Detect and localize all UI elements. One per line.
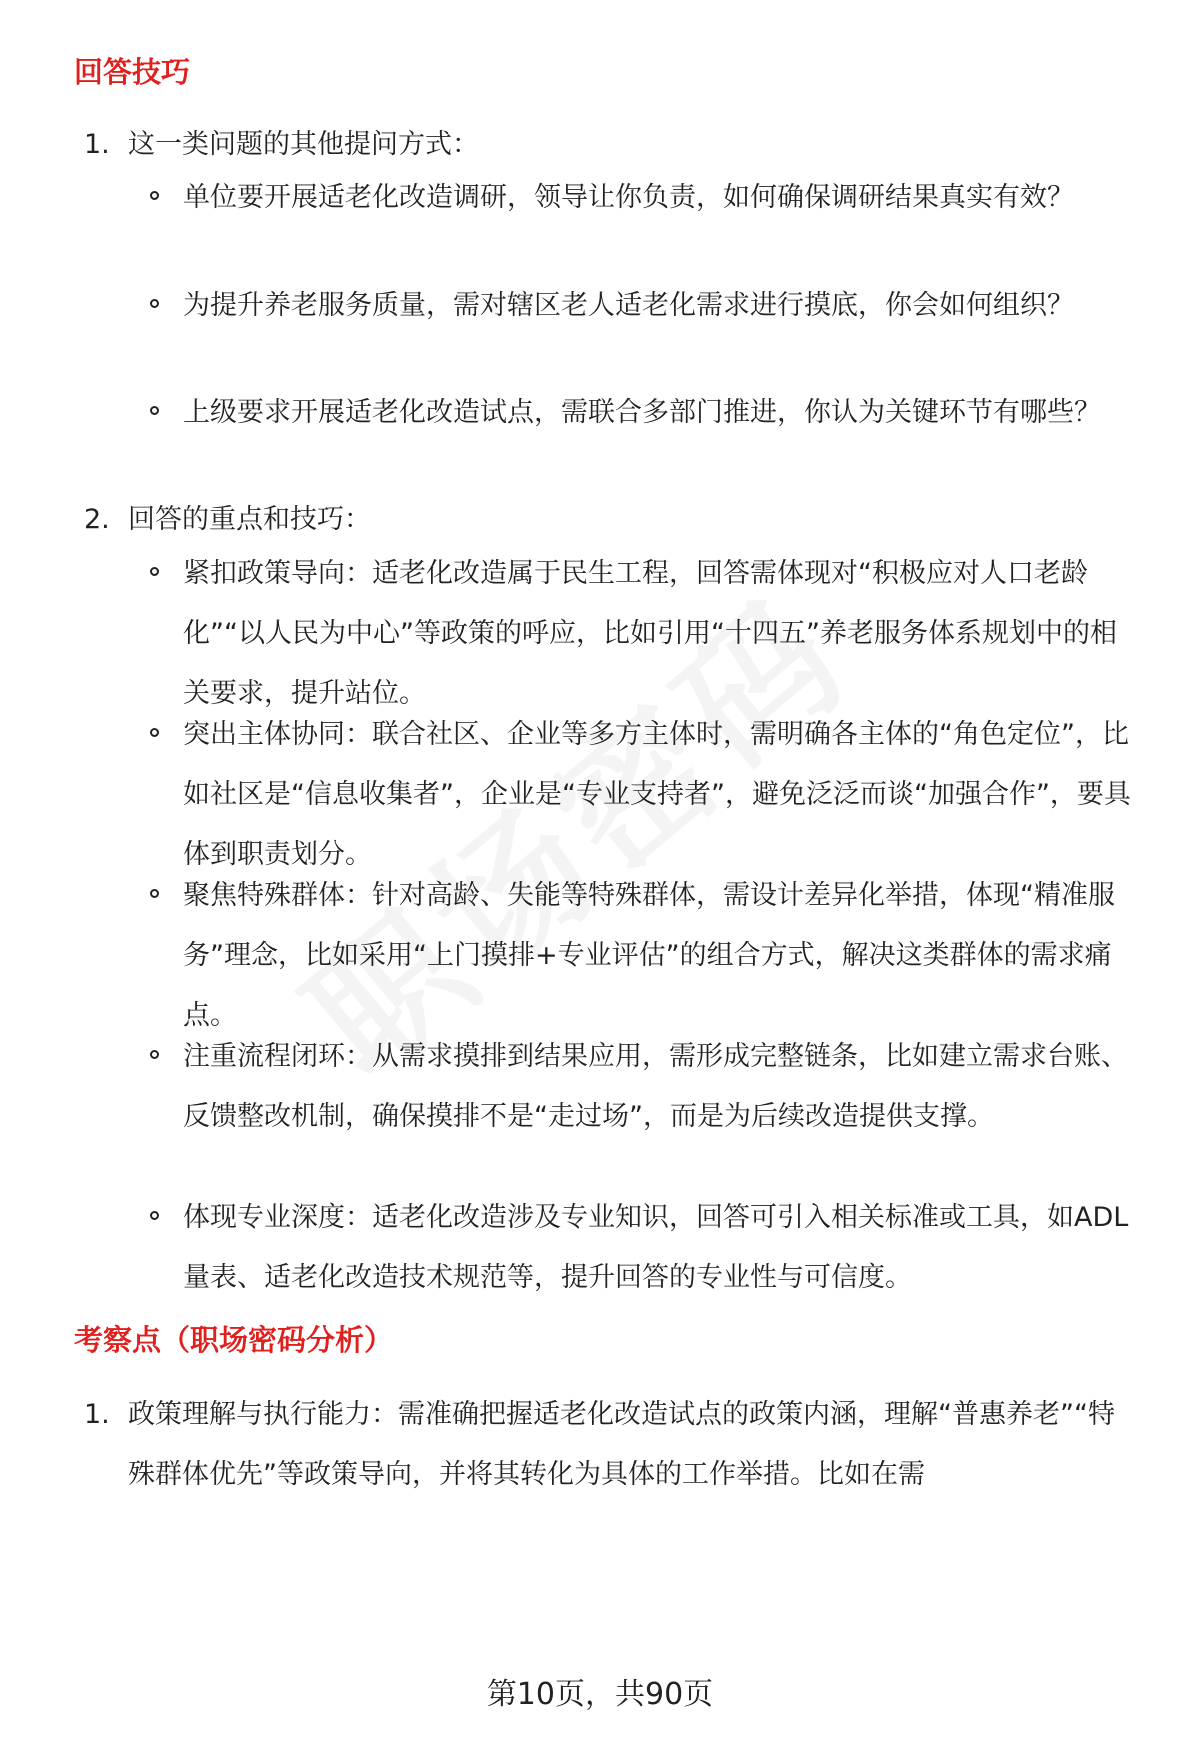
section-heading-assessment-points: 考察点（职场密码分析） — [74, 1323, 394, 1357]
bullet-item — [150, 168, 1140, 228]
list-number: 1. — [84, 1399, 110, 1430]
list-number: 2. — [84, 504, 110, 535]
list-number: 1. — [84, 129, 110, 160]
list-item-text: 回答的重点和技巧： — [128, 504, 371, 535]
bullet-text: 紧扣政策导向：适老化改造属于民生工程，回答需体现对“积极应对人口老龄化”“以人民为中心”等政策的呼应，比如引用“十四五”养老服务体系规划中的相关要求，提升站位。 — [183, 558, 1117, 709]
bullet-item — [150, 705, 1140, 885]
bullet-circle-icon — [150, 567, 159, 576]
list-item-2 — [84, 490, 371, 550]
bullet-item — [150, 276, 1140, 336]
bullet-circle-icon — [150, 1050, 159, 1059]
bullet-text: 体现专业深度：适老化改造涉及专业知识，回答可引入相关标准或工具，如ADL量表、适老化改造技术规范等，提升回答的专业性与可信度。 — [183, 1202, 1129, 1293]
bullet-text: 上级要求开展适老化改造试点，需联合多部门推进，你认为关键环节有哪些？ — [183, 397, 1101, 428]
bullet-text: 聚焦特殊群体：针对高龄、失能等特殊群体，需设计差异化举措，体现“精准服务”理念，比如采用“上门摸排+专业评估”的组合方式，解决这类群体的需求痛点。 — [183, 880, 1115, 1031]
bullet-text: 单位要开展适老化改造调研，领导让你负责，如何确保调研结果真实有效？ — [183, 182, 1074, 213]
bullet-circle-icon — [150, 889, 159, 898]
bullet-text: 注重流程闭环：从需求摸排到结果应用，需形成完整链条，比如建立需求台账、反馈整改机制，确保摸排不是“走过场”，而是为后续改造提供支撑。 — [183, 1041, 1128, 1132]
bullet-circle-icon — [150, 728, 159, 737]
bullet-circle-icon — [150, 406, 159, 415]
bullet-text: 突出主体协同：联合社区、企业等多方主体时，需明确各主体的“角色定位”，比如社区是“信息收集者”，企业是“专业支持者”，避免泛泛而谈“加强合作”，要具体到职责划分。 — [183, 719, 1131, 870]
bullet-item — [150, 1027, 1140, 1147]
bullet-item — [150, 866, 1140, 1046]
list-item-text: 政策理解与执行能力：需准确把握适老化改造试点的政策内涵，理解“普惠养老”“特殊群体优先”等政策导向，并将其转化为具体的工作举措。比如在需 — [128, 1399, 1115, 1490]
bullet-circle-icon — [150, 191, 159, 200]
bullet-item — [150, 1188, 1140, 1308]
list-item-assessment-1 — [84, 1385, 1134, 1505]
list-item-1 — [84, 115, 479, 175]
bullet-item — [150, 383, 1140, 443]
bullet-text: 为提升养老服务质量，需对辖区老人适老化需求进行摸底，你会如何组织？ — [183, 290, 1074, 321]
bullet-circle-icon — [150, 299, 159, 308]
page-number: 第10页，共90页 — [486, 1677, 714, 1712]
section-heading-answer-tips: 回答技巧 — [74, 55, 191, 89]
bullet-item — [150, 544, 1140, 724]
list-item-text: 这一类问题的其他提问方式： — [128, 129, 479, 160]
bullet-circle-icon — [150, 1211, 159, 1220]
